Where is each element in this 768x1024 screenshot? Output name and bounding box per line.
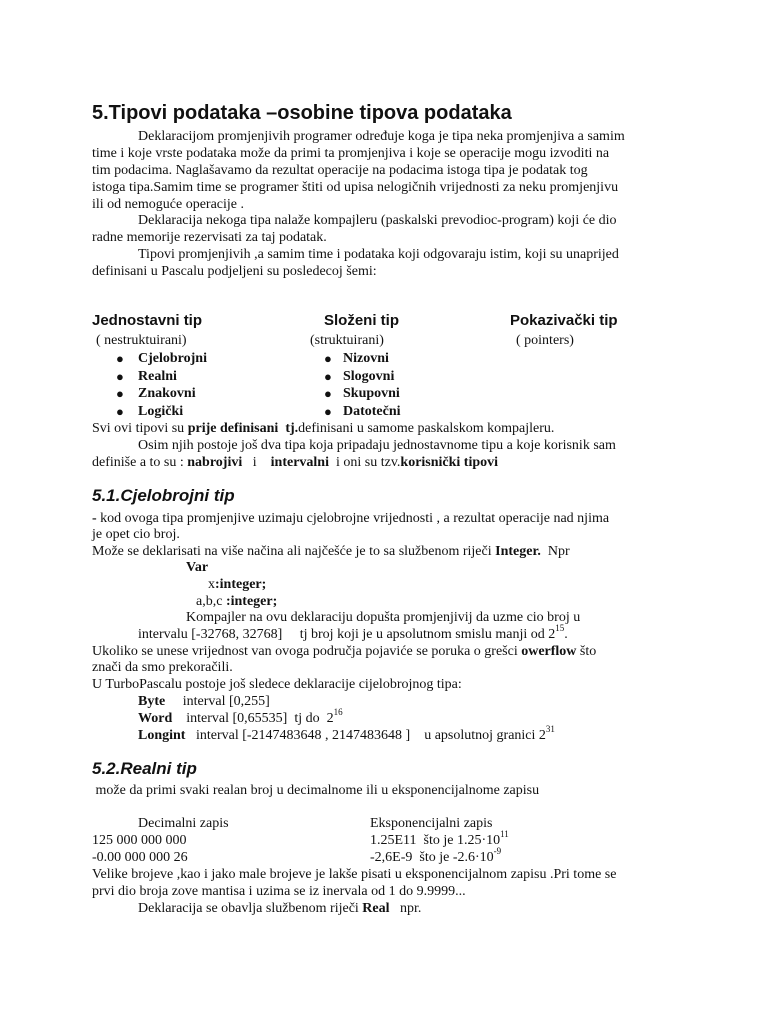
bullet-icon: ● — [116, 369, 124, 384]
intro-line-8: Tipovi promjenjivih ,a samim time i podataka koji odgovaraju istim, koji su unaprijed — [138, 247, 619, 262]
intro-line-3: tim podacima. Naglašavamo da rezultat operacije na podacima istoga tipa je podatak tog — [92, 163, 588, 178]
pointer-type-title: Pokazivački tip — [510, 312, 618, 329]
simple-type-title: Jednostavni tip — [92, 312, 203, 329]
intro-line-5: ili od nemoguće operacije . — [92, 197, 244, 212]
section-heading-real: 5.2.Realni tip — [92, 759, 197, 778]
integer-para-4: intervalu [-32768, 32768] tj broj koji je u apsolutnom smislu manji od $2^{15}$. — [138, 623, 568, 642]
real-para-4: Deklaracija se obavlja službenom riječi Real npr. — [138, 901, 422, 916]
intro-line-2: time i koje vrste podataka može da primi ta promjenjiva i koje se operacije mogu izvoditi na — [92, 146, 610, 161]
code-line-x: x:integer; — [208, 577, 267, 592]
user-types-line-2: definiše a to su : nabrojivi i intervalni i oni su tzv.korisnički tipovi — [92, 455, 499, 470]
real-para-3: prvi dio broja zove mantisa i uzima se iz inervala od 1 do 9.9999... — [92, 884, 466, 899]
table-cell: -2,6E-9 što je $-2.6\cdot 10^{-9}$ — [370, 846, 502, 865]
table-cell: 1.25E11 što je $1.25\cdot 10^{11}$ — [370, 829, 509, 848]
table-cell: -0.00 000 000 26 — [92, 850, 188, 865]
table-cell: 125 000 000 000 — [92, 833, 187, 848]
integer-para-1b: je opet cio broj. — [92, 527, 180, 542]
real-para-2: Velike brojeve ,kao i jako male brojeve je lakše pisati u eksponencijalnom zapisu .Pri tome se — [92, 867, 617, 882]
simple-item: Realni — [138, 369, 177, 384]
intro-line-1: Deklaracijom promjenjivih programer određuje koga je tipa neka promjenjiva a samim — [138, 129, 625, 144]
table-header-exponential: Eksponencijalni zapis — [370, 816, 493, 831]
code-var: Var — [186, 560, 209, 575]
pointer-type-sub: ( pointers) — [516, 333, 574, 348]
intro-line-7: radne memorije rezervisati za taj podatak. — [92, 230, 327, 245]
code-line-abc: a,b,c :integer; — [196, 594, 278, 609]
real-para-1: može da primi svaki realan broj u decimalnome ili u eksponencijalnome zapisu — [92, 783, 540, 798]
bullet-icon: ● — [324, 386, 332, 401]
integer-para-2: Može se deklarisati na više načina ali najčešće je to sa službenom riječi Integer. Npr — [92, 544, 570, 559]
table-header-decimal: Decimalni zapis — [138, 816, 229, 831]
complex-type-sub: (struktuirani) — [310, 333, 384, 348]
integer-para-1: - kod ovoga tipa promjenjive uzimaju cjelobrojne vrijednosti , a rezultat operacije nad njima — [92, 511, 610, 526]
page-title: 5.Tipovi podataka –osobine tipova podataka — [92, 102, 512, 124]
bullet-icon: ● — [324, 404, 332, 419]
intro-line-4: istoga tipa.Samim time se programer štiti od upisa nelogičnih vrijednosti za neku promjenjivu — [92, 180, 619, 195]
type-byte: Byte interval [0,255] — [138, 694, 270, 709]
section-heading-integer: 5.1.Cjelobrojni tip — [92, 486, 235, 505]
complex-type-title: Složeni tip — [324, 312, 399, 329]
integer-para-3: Kompajler na ovu deklaraciju dopušta promjenjivij da uzme cio broj u — [186, 610, 581, 625]
complex-item: Skupovni — [343, 386, 400, 401]
intro-line-9: definisani u Pascalu podjeljeni su posledecoj šemi: — [92, 264, 377, 279]
bullet-icon: ● — [324, 351, 332, 366]
complex-item: Nizovni — [343, 351, 389, 366]
user-types-line-1: Osim njih postoje još dva tipa koja pripadaju jednostavnome tipu a koje korisnik sam — [138, 438, 616, 453]
type-longint: Longint interval [-2147483648 , 2147483648 ] u apsolutnoj granici $2^{31}$ — [138, 724, 555, 743]
simple-item: Logički — [138, 404, 184, 419]
complex-item: Datotečni — [343, 404, 401, 419]
type-word: Word interval [0,65535] tj do $2^{16}$ — [138, 707, 343, 726]
predefined-line: Svi ovi tipovi su prije definisani tj.definisani u samome paskalskom kompajleru. — [92, 421, 555, 436]
integer-para-5: Ukoliko se unese vrijednost van ovoga područja pojaviće se poruka o grešci owerflow što — [92, 644, 597, 659]
integer-para-7: U TurboPascalu postoje još sledece deklaracije cijelobrojnog tipa: — [92, 677, 462, 692]
bullet-icon: ● — [116, 386, 124, 401]
intro-line-6: Deklaracija nekoga tipa nalaže kompajleru (paskalski prevodioc-program) koji će dio — [138, 213, 617, 228]
bullet-icon: ● — [116, 351, 124, 366]
simple-item: Cjelobrojni — [138, 351, 207, 366]
simple-item: Znakovni — [138, 386, 196, 401]
complex-item: Slogovni — [343, 369, 395, 384]
integer-para-6: znači da smo prekoračili. — [92, 660, 233, 675]
bullet-icon: ● — [324, 369, 332, 384]
bullet-icon: ● — [116, 404, 124, 419]
simple-type-sub: ( nestruktuirani) — [96, 333, 187, 348]
